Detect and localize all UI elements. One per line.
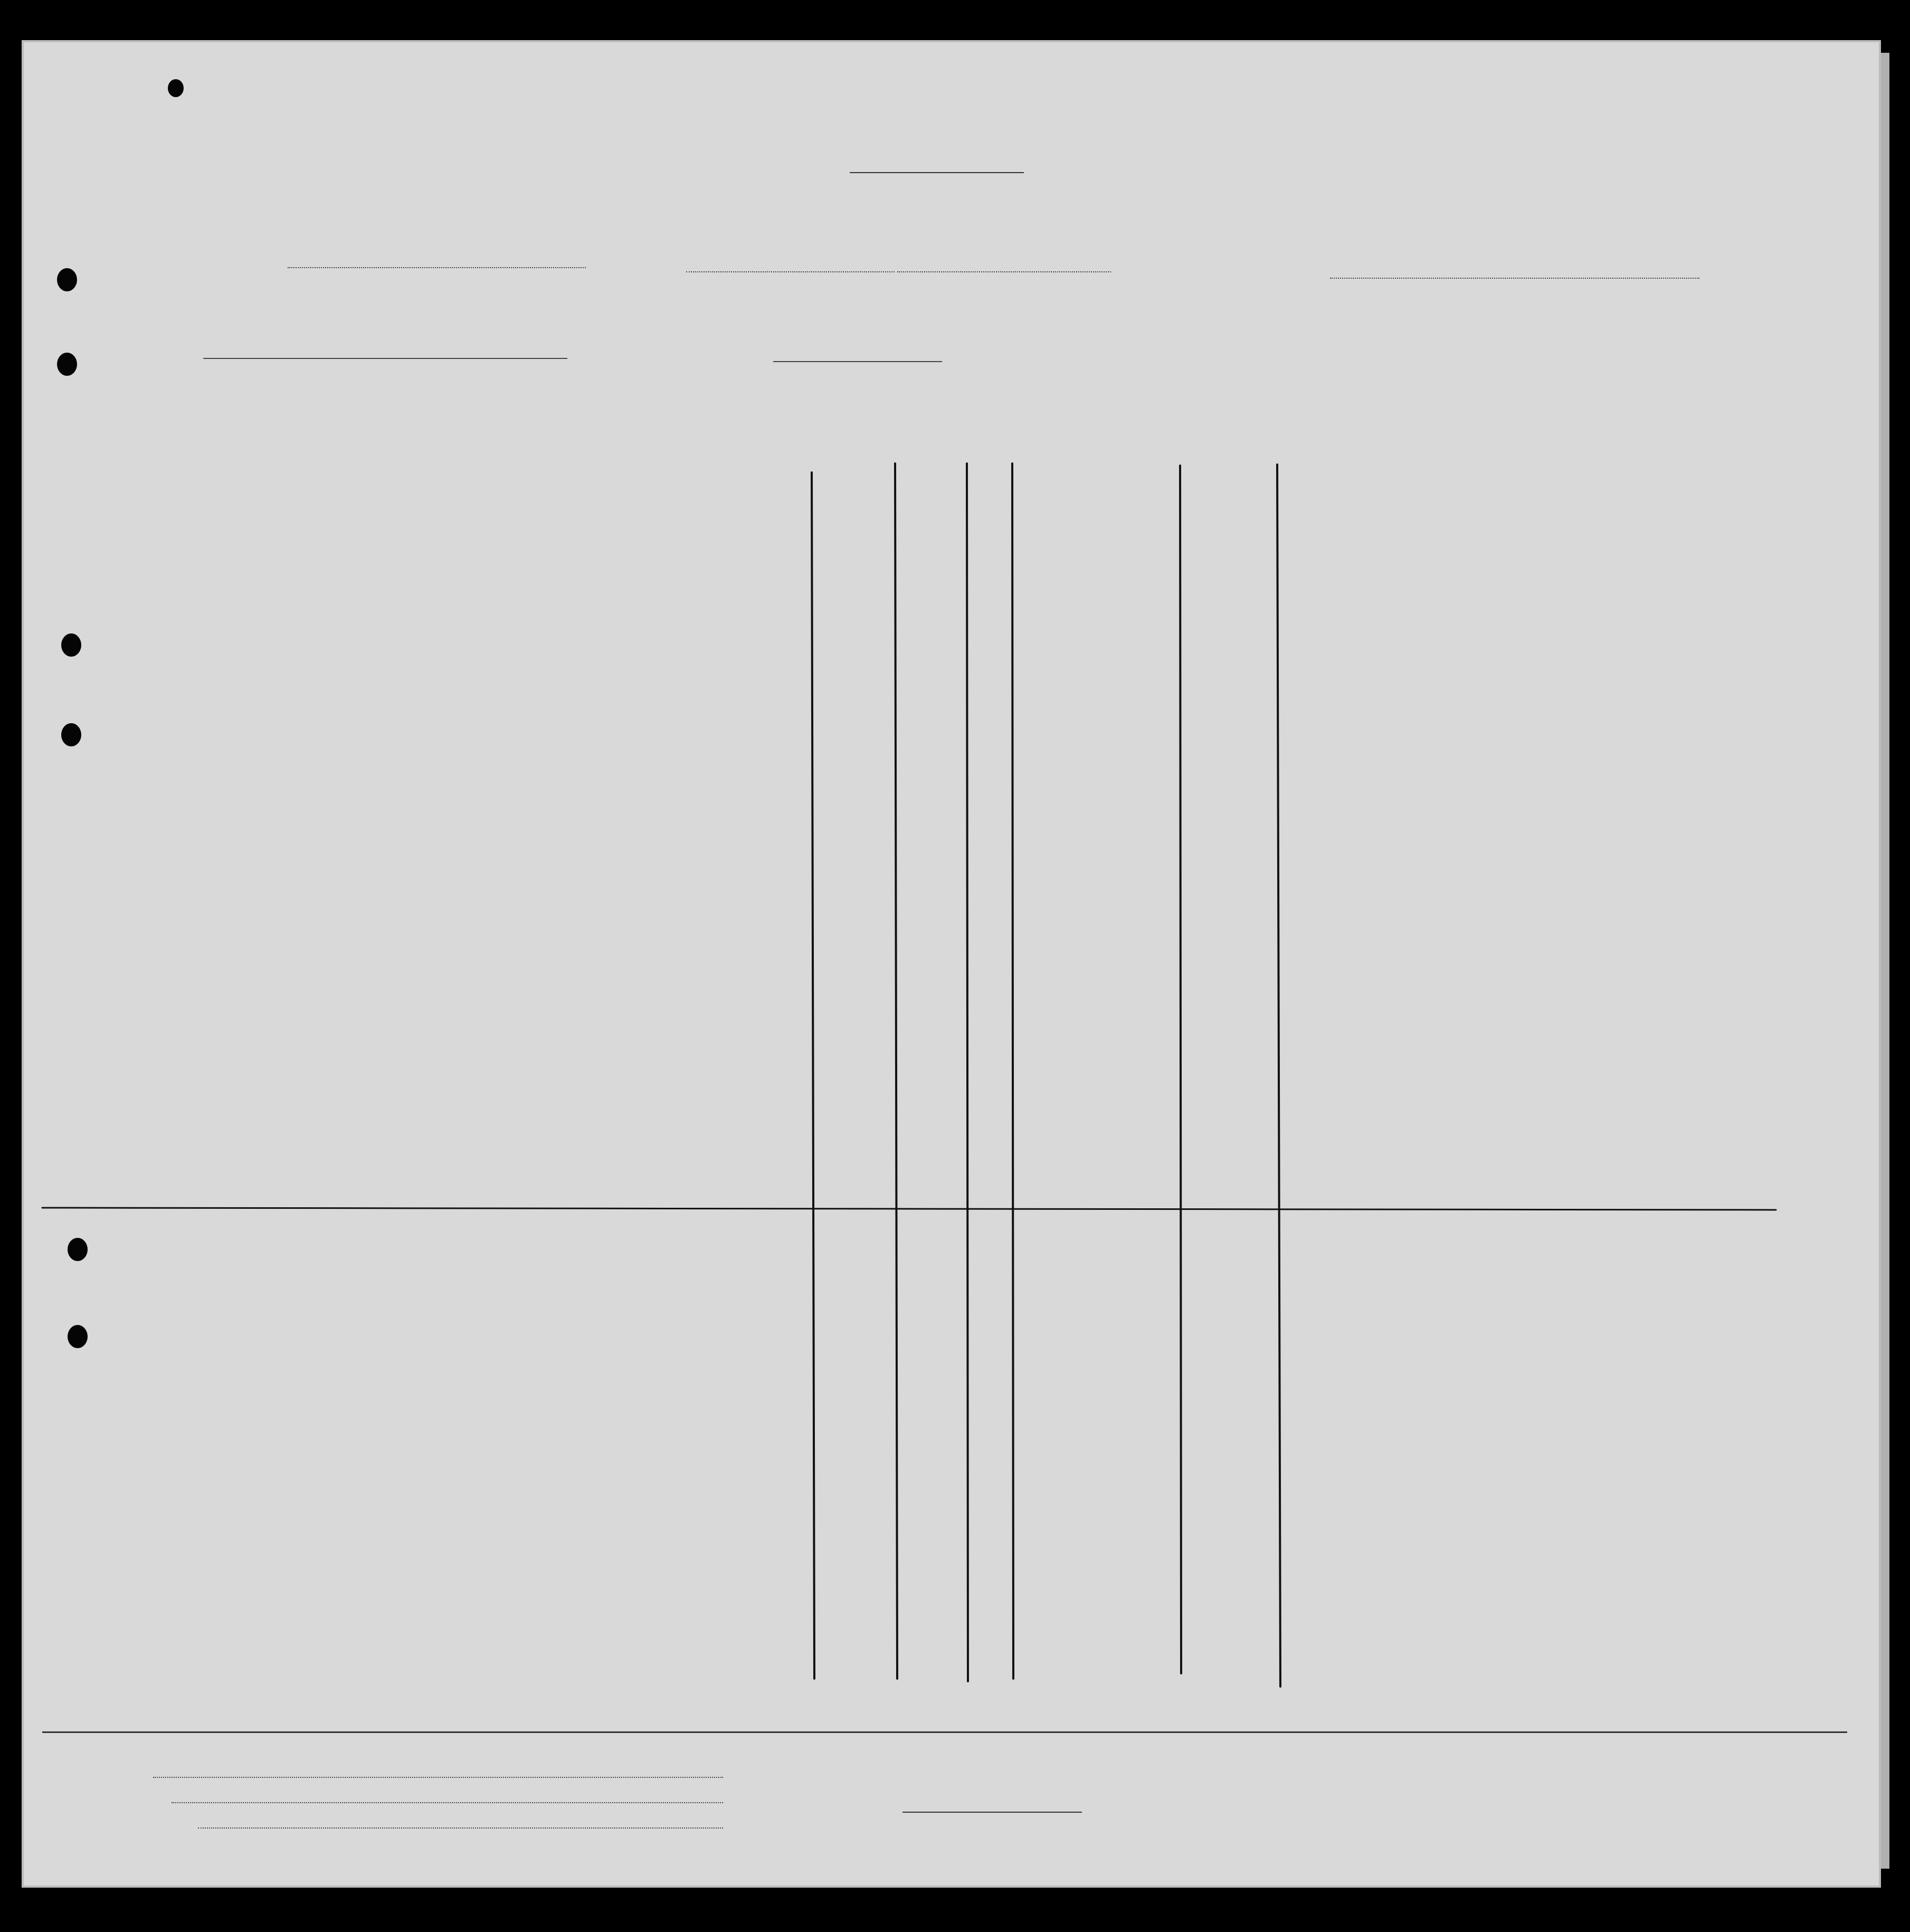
strike-line-row-19 bbox=[42, 1208, 1776, 1210]
ditto-line-nationality bbox=[1277, 465, 1280, 1687]
ditto-line-when bbox=[812, 472, 814, 1679]
line-underline bbox=[153, 1777, 723, 1778]
footer-rule bbox=[42, 1731, 1847, 1733]
ditto-line-discharged bbox=[967, 463, 968, 1681]
ditto-line-read bbox=[1012, 463, 1013, 1679]
inspector-sign-line bbox=[902, 1812, 1082, 1813]
ditto-line-race bbox=[1180, 466, 1181, 1673]
ditto-line-where bbox=[895, 463, 897, 1679]
owners-underline bbox=[172, 1802, 723, 1803]
agents-underline bbox=[198, 1827, 723, 1829]
